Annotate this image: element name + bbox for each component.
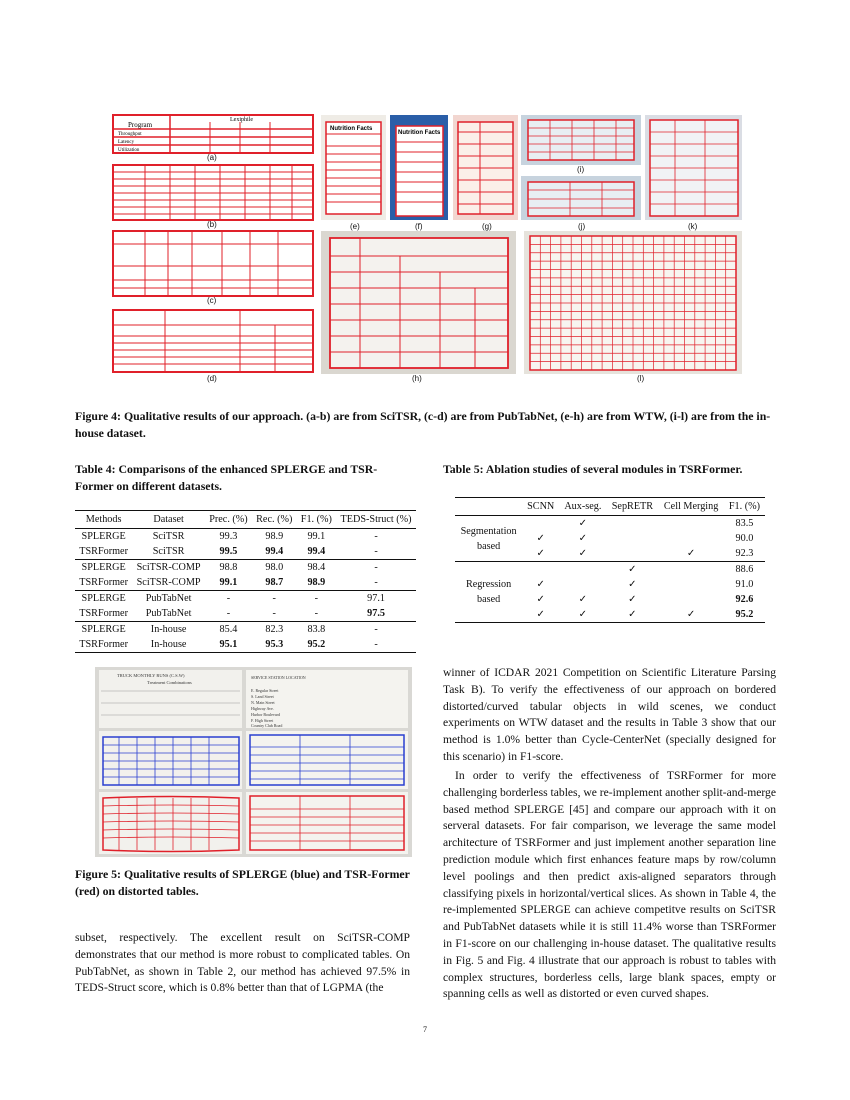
- t4-cell: 99.3: [219, 531, 238, 542]
- t4-cell: In-house: [150, 639, 187, 650]
- t4-cell: 83.8: [307, 624, 326, 635]
- t5-group-2-line-2: based: [477, 594, 501, 605]
- t4-cell: 98.9: [265, 531, 284, 542]
- panel-k-image: [645, 115, 742, 220]
- t4-h-methods: Methods: [85, 514, 122, 525]
- table-row: [455, 562, 765, 578]
- fig5-station-1: E. Regular Street: [251, 688, 279, 693]
- t4-cell: 98.7: [265, 577, 284, 588]
- t4-cell: -: [374, 562, 378, 573]
- t4-cell: -: [226, 593, 231, 604]
- panel-a-text-row-2: Latency: [118, 140, 135, 145]
- page-number: 7: [423, 1025, 427, 1034]
- t5-h-auxseg: Aux-seg.: [564, 501, 602, 512]
- check-mark: ✓: [628, 579, 637, 590]
- fig4-label-a: (a): [207, 153, 217, 162]
- t4-cell: SciTSR: [152, 531, 185, 542]
- check-mark: ✓: [578, 548, 588, 559]
- t5-h-blank: [455, 498, 522, 516]
- panel-l-image: [524, 231, 742, 374]
- t4-cell: -: [374, 639, 378, 650]
- right-column-paragraph-2: In order to verify the effectiveness of TSRFormer for more challenging borderless tables, we re-implement another split-and-merge based method SPLERGE [45] and compare our approach with it on serveral datasets. For fair comparison, we leverage the same model architecture of TSRFormer and just implement another separation line prediction module which first enhances feature maps by row/column level poolings and then predict axis-aligned separators through classifying pixels in horizontal/vertical slices. As shown in Table 4, the re-implemented SPLERGE can achieve competitve results on SciTSR and PubTabNet datasets while it is still 11.4% worse than TSRFormer in F1-score on our challenging in-house dataset. The qualitative results in Fig. 5 and Fig. 4 illustrate that our approach is robust to tables with complex structures, borderless cells, large blank spaces, empty or spanning cells as well as distorted or even curved shapes.: [443, 769, 776, 1001]
- check-mark: ✓: [578, 533, 588, 544]
- check-mark: ✓: [536, 548, 545, 559]
- t4-cell: 99.5: [219, 546, 238, 557]
- t4-cell: 99.4: [307, 546, 326, 557]
- fig4-label-d: (d): [207, 374, 217, 383]
- t4-cell: -: [374, 577, 378, 588]
- panel-j-image: [521, 176, 641, 220]
- panel-c-image: [113, 231, 313, 296]
- check-mark: ✓: [578, 518, 588, 529]
- t4-cell: SciTSR-COMP: [136, 562, 201, 573]
- fig4-label-h: (h): [412, 374, 422, 383]
- table-5: [455, 497, 765, 623]
- t4-cell: -: [314, 608, 319, 619]
- fig5-title-1: TRUCK MONTHLY RUNS (C.S.W): [117, 673, 185, 678]
- t5-cell: 95.2: [735, 609, 754, 620]
- table-row: [75, 622, 416, 638]
- t4-cell: 95.2: [307, 639, 326, 650]
- check-mark: ✓: [686, 548, 696, 559]
- left-column-text: subset, respectively. The excellent result on SciTSR-COMP demonstrates that our method is more robust to complicated tables. On PubTabNet, as shown in Table 2, our method has achieved 97.5% in TEDS-Struct score, which is 0.8% better than that of LGPMA (the: [75, 931, 410, 995]
- t4-cell: TSRFormer: [79, 639, 128, 650]
- t4-cell: SPLERGE: [81, 593, 126, 604]
- t4-cell: -: [272, 593, 276, 604]
- right-column-paragraph-1: winner of ICDAR 2021 Competition on Scientific Literature Parsing Task B). To verify the effectiveness of our approach on bordered distorted/curved tabular objects in wild scenes, we conduct experiments on WTW dataset and the results in Table 3 show that our method is 1.0% better than Cycle-CenterNet (specially designed for this scenario) in F1-score.: [443, 666, 776, 763]
- t4-h-teds: TEDS-Struct (%): [340, 514, 412, 525]
- fig5-service-1: SERVICE STATION LOCATION: [251, 675, 306, 680]
- fig5-station-3: N. Main Street: [251, 700, 275, 705]
- t5-group-regression: [455, 562, 522, 623]
- t4-cell: 98.4: [307, 562, 326, 573]
- t4-cell: SPLERGE: [81, 624, 126, 635]
- t4-cell: SPLERGE: [81, 531, 126, 542]
- fig5-station-2: S. Land Street: [251, 694, 274, 699]
- t5-h-f1: F1. (%): [728, 501, 760, 512]
- panel-f-text-title: Nutrition Facts: [398, 130, 441, 136]
- t4-cell: -: [374, 624, 378, 635]
- panel-b-image: [113, 165, 313, 220]
- table-row: [75, 606, 416, 622]
- t4-cell: TSRFormer: [79, 577, 128, 588]
- t4-cell: 99.4: [265, 546, 284, 557]
- check-mark: ✓: [536, 579, 545, 590]
- table-4-header: [75, 511, 416, 529]
- figure-4-image: [110, 112, 745, 374]
- t5-group-2-line-1: Regression: [465, 579, 512, 590]
- t4-cell: 85.4: [219, 624, 238, 635]
- t4-cell: -: [226, 608, 231, 619]
- t5-cell: 83.5: [735, 518, 754, 529]
- fig4-label-b: (b): [207, 220, 217, 229]
- t5-group-1-line-2: based: [477, 540, 501, 552]
- fig5-station-6: F. High Street: [251, 718, 274, 723]
- t4-cell: -: [314, 593, 319, 604]
- t4-cell: -: [374, 546, 378, 557]
- table-row: [75, 637, 416, 653]
- fig4-label-c: (c): [207, 296, 217, 305]
- check-mark: ✓: [536, 594, 545, 605]
- t4-cell: 98.0: [265, 562, 284, 573]
- t5-cell: 91.0: [735, 579, 754, 590]
- table-row: [75, 560, 416, 576]
- t5-h-cellmerging: Cell Merging: [663, 501, 719, 512]
- t4-cell: In-house: [150, 624, 187, 635]
- figure-4-caption: [75, 408, 775, 441]
- fig4-label-e: (e): [350, 222, 360, 231]
- figure-4: [110, 112, 745, 383]
- t5-cell: 92.6: [735, 594, 754, 605]
- t4-cell: TSRFormer: [79, 608, 128, 619]
- panel-a-text-header: Lexiphile: [230, 117, 253, 123]
- table-4-caption-text: Table 4: Comparisons of the enhanced SPLERGE and TSR-Former on different datasets.: [75, 462, 378, 493]
- t5-cell: 90.0: [735, 533, 754, 544]
- check-mark: ✓: [628, 609, 637, 620]
- table-row: [75, 591, 416, 607]
- table-4-caption: [75, 461, 410, 494]
- t4-cell: SPLERGE: [81, 562, 126, 573]
- t4-cell: -: [374, 531, 378, 542]
- fig5-station-5: Harbor Boulevard: [251, 712, 280, 717]
- t4-cell: 99.1: [307, 531, 326, 542]
- table-5-header: [455, 498, 765, 516]
- fig4-label-g: (g): [482, 222, 492, 231]
- t4-cell: 95.1: [219, 639, 238, 650]
- check-mark: ✓: [536, 533, 545, 544]
- panel-h-image: [321, 231, 516, 374]
- t5-group-segmentation: [455, 516, 522, 562]
- t4-cell: PubTabNet: [145, 608, 192, 619]
- t4-cell: PubTabNet: [145, 593, 192, 604]
- t4-h-rec: Rec. (%): [256, 514, 293, 525]
- t4-cell: SciTSR-COMP: [136, 577, 201, 588]
- fig4-label-k: (k): [688, 222, 698, 231]
- t4-cell: 97.5: [367, 608, 385, 619]
- fig5-treatment-1: Treatment Combinations: [147, 680, 192, 685]
- fig5-station-7: Country Club Road: [251, 723, 283, 728]
- t5-cell: 88.6: [735, 564, 754, 575]
- t4-cell: 97.1: [367, 593, 385, 604]
- check-mark: ✓: [578, 594, 588, 605]
- panel-g-image: [453, 115, 518, 220]
- figure-4-caption-label: Figure 4:: [75, 409, 121, 423]
- table-4: [75, 510, 416, 653]
- t4-h-prec: Prec. (%): [209, 514, 248, 525]
- fig5-row-tsrformer: [99, 792, 408, 854]
- t4-h-f1: F1. (%): [300, 514, 332, 525]
- figure-5-caption: [75, 866, 415, 899]
- panel-a-text-row-3: Utilization: [118, 148, 140, 153]
- fig4-label-f: (f): [415, 222, 423, 231]
- figure-5: [95, 667, 412, 857]
- figure-4-caption-text: Qualitative results of our approach. (a-b) are from SciTSR, (c-d) are from PubTabNet, (e-h) are from WTW, (i-l) are from the in-house dataset.: [75, 409, 771, 440]
- t4-cell: TSRFormer: [79, 546, 128, 557]
- fig4-label-j: (j): [578, 222, 586, 231]
- t4-cell: SciTSR: [152, 546, 185, 557]
- t4-cell: 82.3: [265, 624, 284, 635]
- table-row: [75, 529, 416, 545]
- check-mark: ✓: [578, 609, 588, 620]
- check-mark: ✓: [628, 594, 637, 605]
- figure-5-caption-text: Qualitative results of SPLERGE (blue) and TSR-Former (red) on distorted tables.: [75, 867, 410, 898]
- t5-group-1-line-1: Segmentation: [460, 525, 517, 537]
- t4-cell: 98.8: [219, 562, 238, 573]
- table-5-caption-text: Table 5: Ablation studies of several modules in TSRFormer.: [443, 462, 743, 476]
- t4-cell: 99.1: [219, 577, 238, 588]
- fig5-station-4: Highway Ave.: [251, 706, 274, 711]
- fig5-row-original: [99, 670, 408, 728]
- t5-h-scnn: SCNN: [527, 501, 555, 512]
- table-row: [75, 575, 416, 591]
- check-mark: ✓: [686, 609, 696, 620]
- panel-e-image: [321, 115, 386, 220]
- figure-5-image: [95, 667, 412, 857]
- check-mark: ✓: [628, 564, 637, 575]
- table-row: [75, 544, 416, 560]
- fig4-label-l: (l): [637, 374, 645, 383]
- figure-5-caption-label: Figure 5:: [75, 867, 121, 881]
- fig5-row-splerge: [99, 731, 408, 789]
- panel-f-image: [390, 115, 448, 220]
- panel-e-text-title: Nutrition Facts: [330, 126, 373, 132]
- panel-i-image: [521, 115, 641, 165]
- panel-a-text-row-1: Throughput: [118, 132, 142, 137]
- table-row: [455, 516, 765, 532]
- panel-a-image: [113, 115, 313, 153]
- fig4-label-i: (i): [577, 165, 585, 174]
- t4-h-dataset: Dataset: [153, 514, 184, 525]
- check-mark: ✓: [536, 609, 545, 620]
- t5-cell: 92.3: [735, 548, 754, 559]
- panel-d-image: [113, 310, 313, 372]
- t4-cell: 95.3: [265, 639, 284, 650]
- t4-cell: -: [272, 608, 276, 619]
- panel-a-text-program: Program: [128, 121, 153, 129]
- table-5-caption: [443, 461, 783, 478]
- t4-cell: 98.9: [307, 577, 326, 588]
- t5-h-sepretr: SepRETR: [611, 501, 654, 512]
